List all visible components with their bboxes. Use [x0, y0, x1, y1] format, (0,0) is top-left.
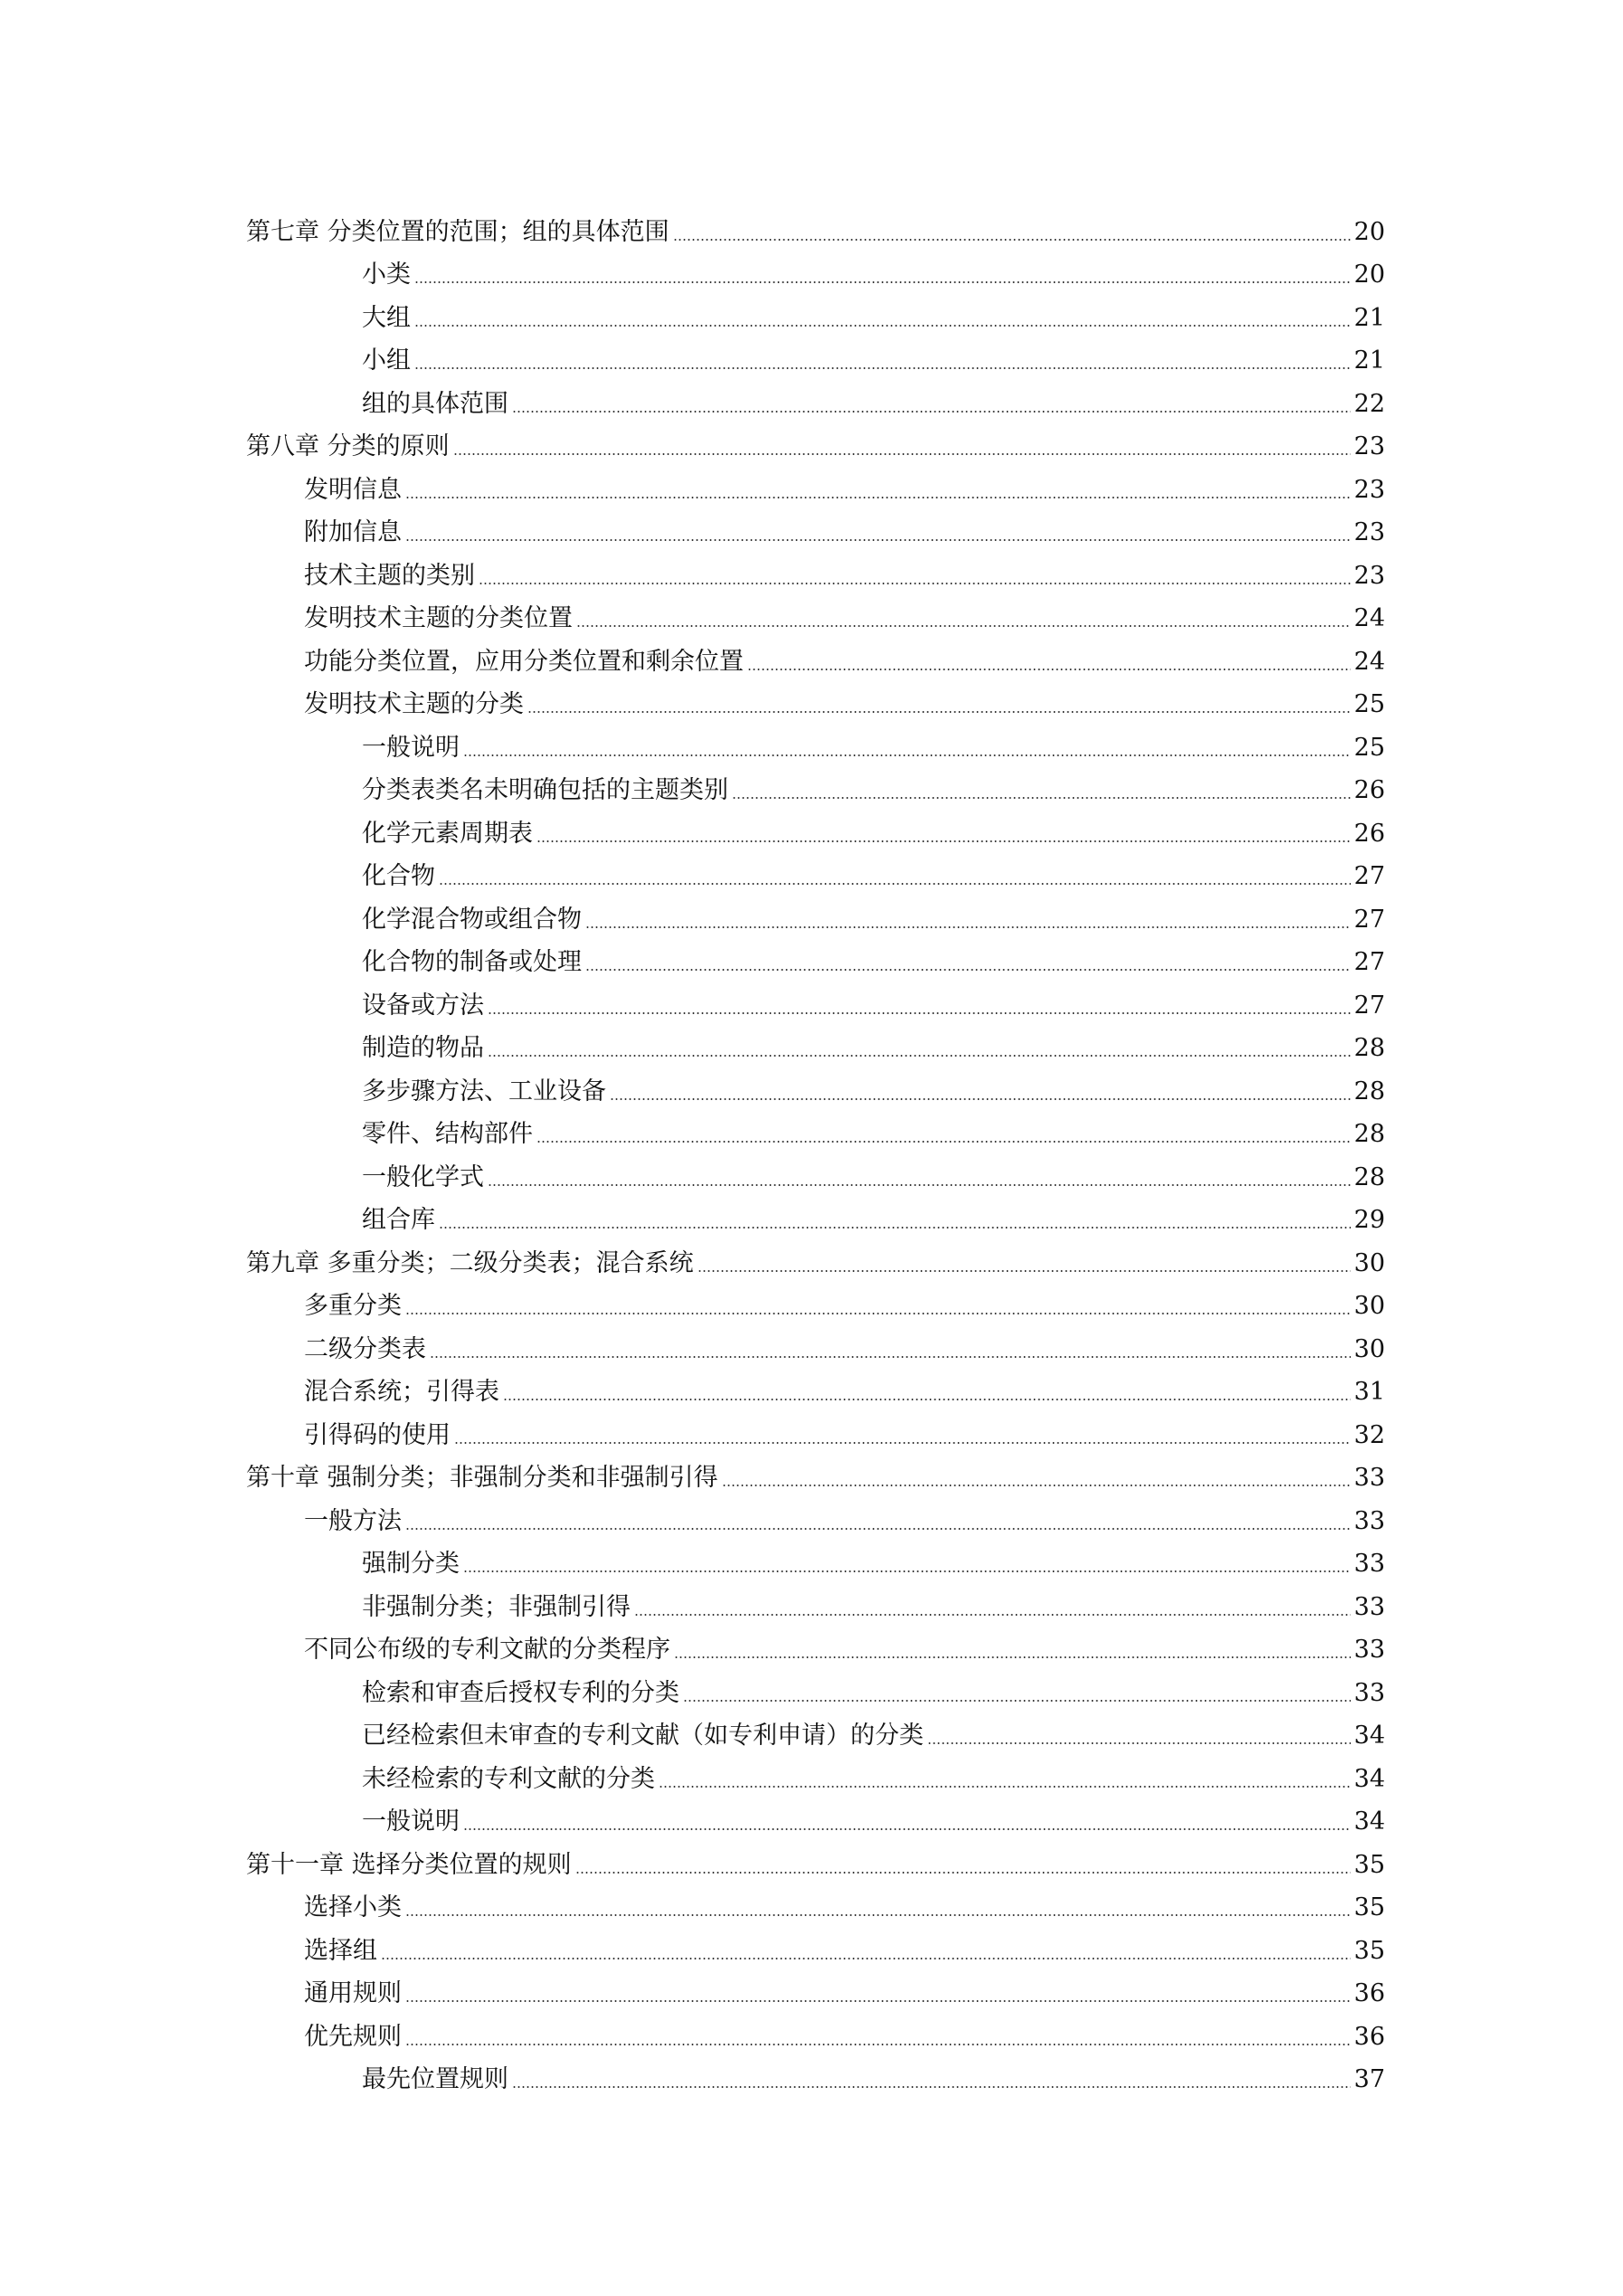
toc-dot-leader	[698, 1270, 1351, 1272]
toc-entry-title: 小类	[362, 261, 411, 289]
toc-section-entry[interactable]	[0, 1322, 1623, 1365]
toc-subsection-entry[interactable]	[0, 1150, 1623, 1193]
toc-entry-title: 组合库	[362, 1206, 435, 1234]
toc-section-entry[interactable]	[0, 1408, 1623, 1451]
toc-page-number: 34	[1353, 1722, 1385, 1750]
toc-page-number: 25	[1353, 733, 1385, 762]
toc-dot-leader	[479, 583, 1351, 584]
toc-entry-title: 发明信息	[304, 475, 402, 504]
toc-dot-leader	[414, 325, 1351, 327]
toc-entry-title: 第十章 强制分类；非强制分类和非强制引得	[246, 1464, 718, 1492]
toc-entry-title: 附加信息	[304, 518, 402, 546]
toc-entry-title: 功能分类位置，应用分类位置和剩余位置	[304, 647, 744, 676]
toc-page-number: 23	[1353, 561, 1385, 590]
toc-entry-title: 化合物	[362, 862, 435, 890]
toc-page-number: 28	[1353, 1162, 1385, 1191]
toc-dot-leader	[405, 1914, 1351, 1916]
toc-page-number: 30	[1353, 1334, 1385, 1363]
toc-section-entry[interactable]	[0, 548, 1623, 592]
toc-page-number: 33	[1353, 1506, 1385, 1535]
toc-dot-leader	[634, 1614, 1351, 1616]
toc-page-number: 33	[1353, 1464, 1385, 1492]
toc-section-entry[interactable]	[0, 2009, 1623, 2053]
toc-section-entry[interactable]	[0, 506, 1623, 549]
toc-dot-leader	[405, 497, 1351, 498]
toc-dot-leader	[536, 1141, 1351, 1143]
toc-entry-title: 选择组	[304, 1936, 377, 1965]
toc-entry-title: 强制分类	[362, 1550, 460, 1578]
toc-page-number: 26	[1353, 776, 1385, 804]
toc-entry-title: 化合物的制备或处理	[362, 948, 582, 976]
toc-dot-leader	[405, 1313, 1351, 1314]
toc-page-number: 26	[1353, 819, 1385, 848]
toc-dot-leader	[927, 1742, 1351, 1744]
toc-page-number: 32	[1353, 1420, 1385, 1449]
toc-dot-leader	[488, 1055, 1351, 1057]
toc-dot-leader	[414, 281, 1351, 283]
toc-dot-leader	[405, 2044, 1351, 2045]
toc-dot-leader	[722, 1485, 1351, 1486]
toc-entry-title: 非强制分类；非强制引得	[362, 1592, 631, 1621]
toc-dot-leader	[453, 453, 1351, 455]
toc-page-number: 34	[1353, 1807, 1385, 1836]
toc-section-entry[interactable]	[0, 678, 1623, 721]
toc-page-number: 33	[1353, 1678, 1385, 1707]
toc-page-number: 34	[1353, 1764, 1385, 1793]
toc-page-number: 24	[1353, 604, 1385, 632]
toc-entry-title: 二级分类表	[304, 1334, 426, 1363]
toc-page-number: 35	[1353, 1936, 1385, 1965]
toc-entry-title: 小组	[362, 346, 411, 375]
toc-dot-leader	[488, 1184, 1351, 1186]
toc-entry-title: 大组	[362, 303, 411, 332]
toc-page-number: 20	[1353, 217, 1385, 246]
toc-page-number: 36	[1353, 2022, 1385, 2051]
toc-entry-title: 一般说明	[362, 733, 460, 762]
toc-entry-title: 通用规则	[304, 1979, 402, 2007]
toc-dot-leader	[503, 1399, 1351, 1400]
toc-subsection-entry[interactable]	[0, 1751, 1623, 1795]
toc-subsection-entry[interactable]	[0, 1021, 1623, 1065]
toc-entry-title: 一般说明	[362, 1807, 460, 1836]
toc-section-entry[interactable]	[0, 634, 1623, 678]
toc-entry-title: 技术主题的类别	[304, 561, 475, 590]
toc-dot-leader	[463, 1828, 1351, 1830]
toc-page-number: 28	[1353, 1034, 1385, 1062]
toc-chapter-entry[interactable]	[0, 204, 1623, 248]
toc-dot-leader	[463, 754, 1351, 756]
toc-section-entry[interactable]	[0, 462, 1623, 506]
toc-dot-leader	[585, 969, 1351, 971]
toc-page-number: 35	[1353, 1893, 1385, 1921]
toc-page-number: 28	[1353, 1077, 1385, 1105]
toc-dot-leader	[610, 1098, 1351, 1100]
toc-page-number: 21	[1353, 346, 1385, 375]
toc-entry-title: 第八章 分类的原则	[246, 432, 450, 460]
toc-chapter-entry[interactable]	[0, 420, 1623, 463]
toc-dot-leader	[405, 539, 1351, 541]
toc-dot-leader	[576, 625, 1351, 627]
toc-section-entry[interactable]	[0, 592, 1623, 635]
toc-page-number: 30	[1353, 1248, 1385, 1277]
toc-entry-title: 零件、结构部件	[362, 1120, 533, 1148]
toc-dot-leader	[463, 1570, 1351, 1572]
toc-dot-leader	[527, 711, 1351, 713]
toc-page-number: 27	[1353, 862, 1385, 890]
toc-page-number: 20	[1353, 261, 1385, 289]
toc-entry-title: 多重分类	[304, 1292, 402, 1320]
toc-chapter-entry[interactable]	[0, 1236, 1623, 1279]
toc-page-number: 28	[1353, 1120, 1385, 1148]
toc-dot-leader	[405, 2000, 1351, 2002]
toc-dot-leader	[439, 1227, 1351, 1229]
toc-entry-title: 发明技术主题的分类位置	[304, 604, 573, 632]
toc-subsection-entry[interactable]	[0, 1064, 1623, 1107]
toc-page-number: 23	[1353, 518, 1385, 546]
toc-page-number: 22	[1353, 389, 1385, 418]
toc-subsection-entry[interactable]	[0, 2053, 1623, 2096]
toc-subsection-entry[interactable]	[0, 1795, 1623, 1838]
toc-subsection-entry[interactable]	[0, 1537, 1623, 1580]
toc-entry-title: 设备或方法	[362, 991, 484, 1020]
toc-page-number: 23	[1353, 475, 1385, 504]
toc-dot-leader	[454, 1442, 1351, 1444]
toc-dot-leader	[575, 1872, 1351, 1874]
toc-page-number: 33	[1353, 1636, 1385, 1664]
toc-page-number: 33	[1353, 1550, 1385, 1578]
toc-subsection-entry[interactable]	[0, 849, 1623, 893]
toc-subsection-entry[interactable]	[0, 1193, 1623, 1237]
toc-dot-leader	[585, 926, 1351, 928]
toc-entry-title: 已经检索但未审查的专利文献（如专利申请）的分类	[362, 1722, 924, 1750]
table-of-contents	[0, 204, 1623, 2095]
toc-entry-title: 化学混合物或组合物	[362, 905, 582, 934]
toc-dot-leader	[673, 239, 1351, 241]
toc-dot-leader	[512, 411, 1351, 413]
toc-entry-title: 引得码的使用	[304, 1420, 451, 1449]
toc-dot-leader	[381, 1958, 1351, 1959]
toc-dot-leader	[674, 1656, 1351, 1658]
toc-entry-title: 不同公布级的专利文献的分类程序	[304, 1636, 670, 1664]
toc-entry-title: 发明技术主题的分类	[304, 690, 524, 718]
toc-subsection-entry[interactable]	[0, 1107, 1623, 1151]
toc-page-number: 27	[1353, 991, 1385, 1020]
toc-entry-title: 一般方法	[304, 1506, 402, 1535]
toc-subsection-entry[interactable]	[0, 892, 1623, 935]
toc-subsection-entry[interactable]	[0, 1709, 1623, 1752]
toc-subsection-entry[interactable]	[0, 376, 1623, 420]
toc-dot-leader	[732, 797, 1351, 799]
toc-subsection-entry[interactable]	[0, 978, 1623, 1021]
toc-dot-leader	[512, 2086, 1351, 2088]
toc-subsection-entry[interactable]	[0, 1580, 1623, 1623]
toc-dot-leader	[414, 367, 1351, 369]
toc-entry-title: 多步骤方法、工业设备	[362, 1077, 606, 1105]
toc-entry-title: 未经检索的专利文献的分类	[362, 1764, 655, 1793]
toc-page-number: 33	[1353, 1592, 1385, 1621]
toc-page-number: 27	[1353, 905, 1385, 934]
toc-section-entry[interactable]	[0, 1967, 1623, 2010]
toc-entry-title: 第九章 多重分类；二级分类表；混合系统	[246, 1248, 694, 1277]
toc-entry-title: 第十一章 选择分类位置的规则	[246, 1850, 572, 1879]
toc-entry-title: 分类表类名未明确包括的主题类别	[362, 776, 728, 804]
toc-dot-leader	[488, 1012, 1351, 1014]
toc-chapter-entry[interactable]	[0, 1451, 1623, 1494]
toc-dot-leader	[659, 1786, 1351, 1788]
toc-subsection-entry[interactable]	[0, 720, 1623, 764]
toc-page-number: 24	[1353, 647, 1385, 676]
toc-entry-title: 检索和审查后授权专利的分类	[362, 1678, 679, 1707]
toc-dot-leader	[747, 669, 1351, 670]
toc-page-number: 30	[1353, 1292, 1385, 1320]
toc-page-number: 29	[1353, 1206, 1385, 1234]
toc-dot-leader	[439, 883, 1351, 885]
toc-chapter-entry[interactable]	[0, 1837, 1623, 1881]
toc-subsection-entry[interactable]	[0, 935, 1623, 979]
toc-entry-title: 化学元素周期表	[362, 819, 533, 848]
toc-page-number: 31	[1353, 1378, 1385, 1406]
toc-dot-leader	[405, 1528, 1351, 1530]
toc-subsection-entry[interactable]	[0, 806, 1623, 849]
toc-subsection-entry[interactable]	[0, 334, 1623, 377]
toc-page-number: 27	[1353, 948, 1385, 976]
toc-entry-title: 制造的物品	[362, 1034, 484, 1062]
toc-entry-title: 一般化学式	[362, 1162, 484, 1191]
toc-dot-leader	[683, 1700, 1351, 1702]
toc-page-number: 21	[1353, 303, 1385, 332]
toc-entry-title: 选择小类	[304, 1893, 402, 1921]
toc-subsection-entry[interactable]	[0, 248, 1623, 291]
toc-entry-title: 组的具体范围	[362, 389, 508, 418]
toc-section-entry[interactable]	[0, 1494, 1623, 1537]
toc-section-entry[interactable]	[0, 1881, 1623, 1924]
toc-entry-title: 混合系统；引得表	[304, 1378, 499, 1406]
toc-entry-title: 最先位置规则	[362, 2065, 508, 2093]
toc-section-entry[interactable]	[0, 1365, 1623, 1409]
toc-section-entry[interactable]	[0, 1923, 1623, 1967]
toc-dot-leader	[430, 1356, 1351, 1358]
toc-section-entry[interactable]	[0, 1279, 1623, 1323]
toc-dot-leader	[536, 840, 1351, 842]
toc-subsection-entry[interactable]	[0, 290, 1623, 334]
toc-section-entry[interactable]	[0, 1623, 1623, 1666]
toc-page-number: 35	[1353, 1850, 1385, 1879]
toc-page-number: 36	[1353, 1979, 1385, 2007]
toc-page-number: 37	[1353, 2065, 1385, 2093]
toc-subsection-entry[interactable]	[0, 1665, 1623, 1709]
toc-subsection-entry[interactable]	[0, 764, 1623, 807]
toc-entry-title: 第七章 分类位置的范围；组的具体范围	[246, 217, 669, 246]
toc-entry-title: 优先规则	[304, 2022, 402, 2051]
toc-page-number: 23	[1353, 432, 1385, 460]
toc-page-number: 25	[1353, 690, 1385, 718]
